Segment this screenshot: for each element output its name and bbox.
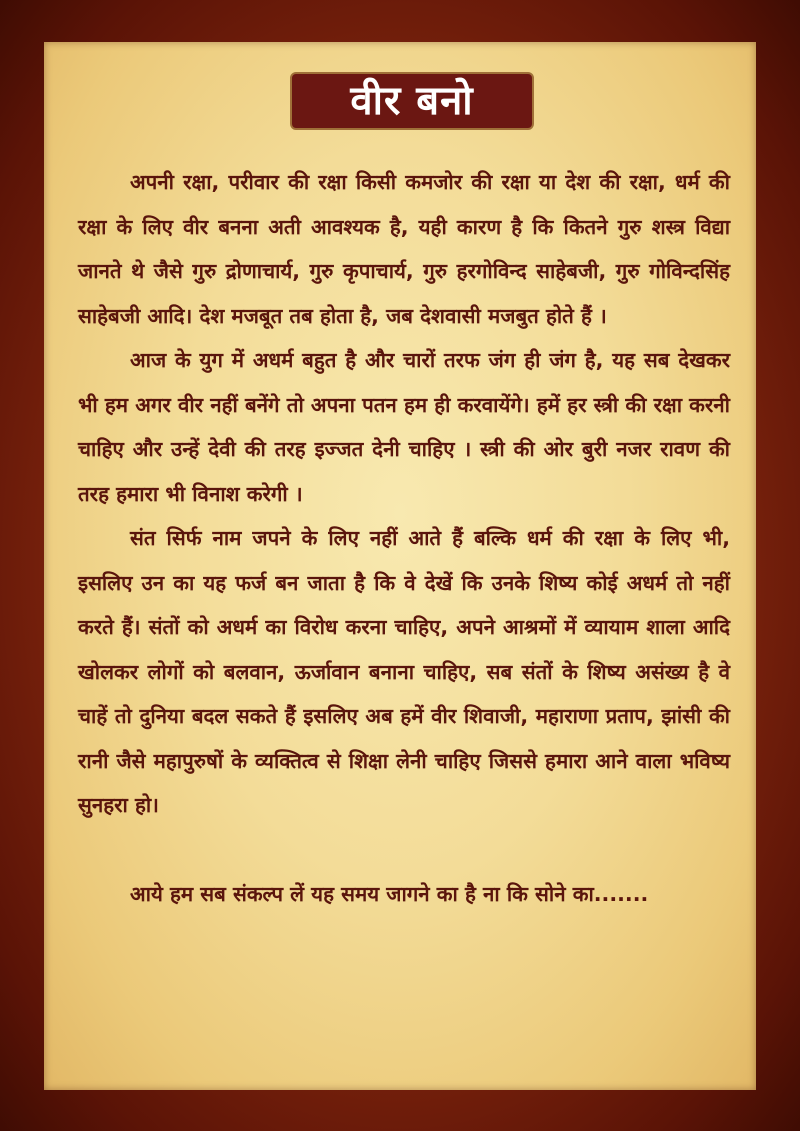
paragraph-2: आज के युग में अधर्म बहुत है और चारों तरफ जंग ही जंग है, यह सब देखकर भी हम अगर वीर नहीं बनेंगे तो अपना पतन हम ही करवायेंगे। हमें हर स्त्री की रक्षा करनी चाहिए और उन्हें देवी की तरह इज्जत देनी चाहिए । स्त्री की ओर बुरी नजर रावण की तरह हमारा भी विनाश करेगी । xyxy=(78,348,730,506)
paragraph-1: अपनी रक्षा, परीवार की रक्षा किसी कमजोर की रक्षा या देश की रक्षा, धर्म की रक्षा के लिए वीर बनना अती आवश्यक है, यही कारण है कि कितने गुरु शस्त्र विद्या जानते थे जैसे गुरु द्रोणाचार्य, गुरु कृपाचार्य, गुरु हरगोविन्द साहेबजी, गुरु गोविन्दसिंह साहेबजी आदि। देश मजबूत तब होता है, जब देशवासी मजबुत होते हैं । xyxy=(78,170,730,328)
closing-line: आये हम सब संकल्प लें यह समय जागने का है ना कि सोने का....... xyxy=(130,881,649,906)
title-banner xyxy=(290,72,534,130)
paragraph-3: संत सिर्फ नाम जपने के लिए नहीं आते हैं बल्कि धर्म की रक्षा के लिए भी, इसलिए उन का यह फर्ज बन जाता है कि वे देखें कि उनके शिष्य कोई अधर्म तो नहीं करते हैं। संतों को अधर्म का विरोध करना चाहिए, अपने आश्रमों में व्यायाम शाला आदि खोलकर लोगों को बलवान, ऊर्जावान बनाना चाहिए, सब संतों के शिष्य असंख्य है वे चाहें तो दुनिया बदल सकते हैं इसलिए अब हमें वीर शिवाजी, महाराणा प्रताप, झांसी की रानी जैसे महापुरुषों के व्यक्तित्व से शिक्षा लेनी चाहिए जिससे हमारा आने वाला भविष्य सुनहरा हो। xyxy=(78,526,730,817)
body-text xyxy=(78,160,730,916)
page-title: वीर बनो xyxy=(350,77,474,124)
